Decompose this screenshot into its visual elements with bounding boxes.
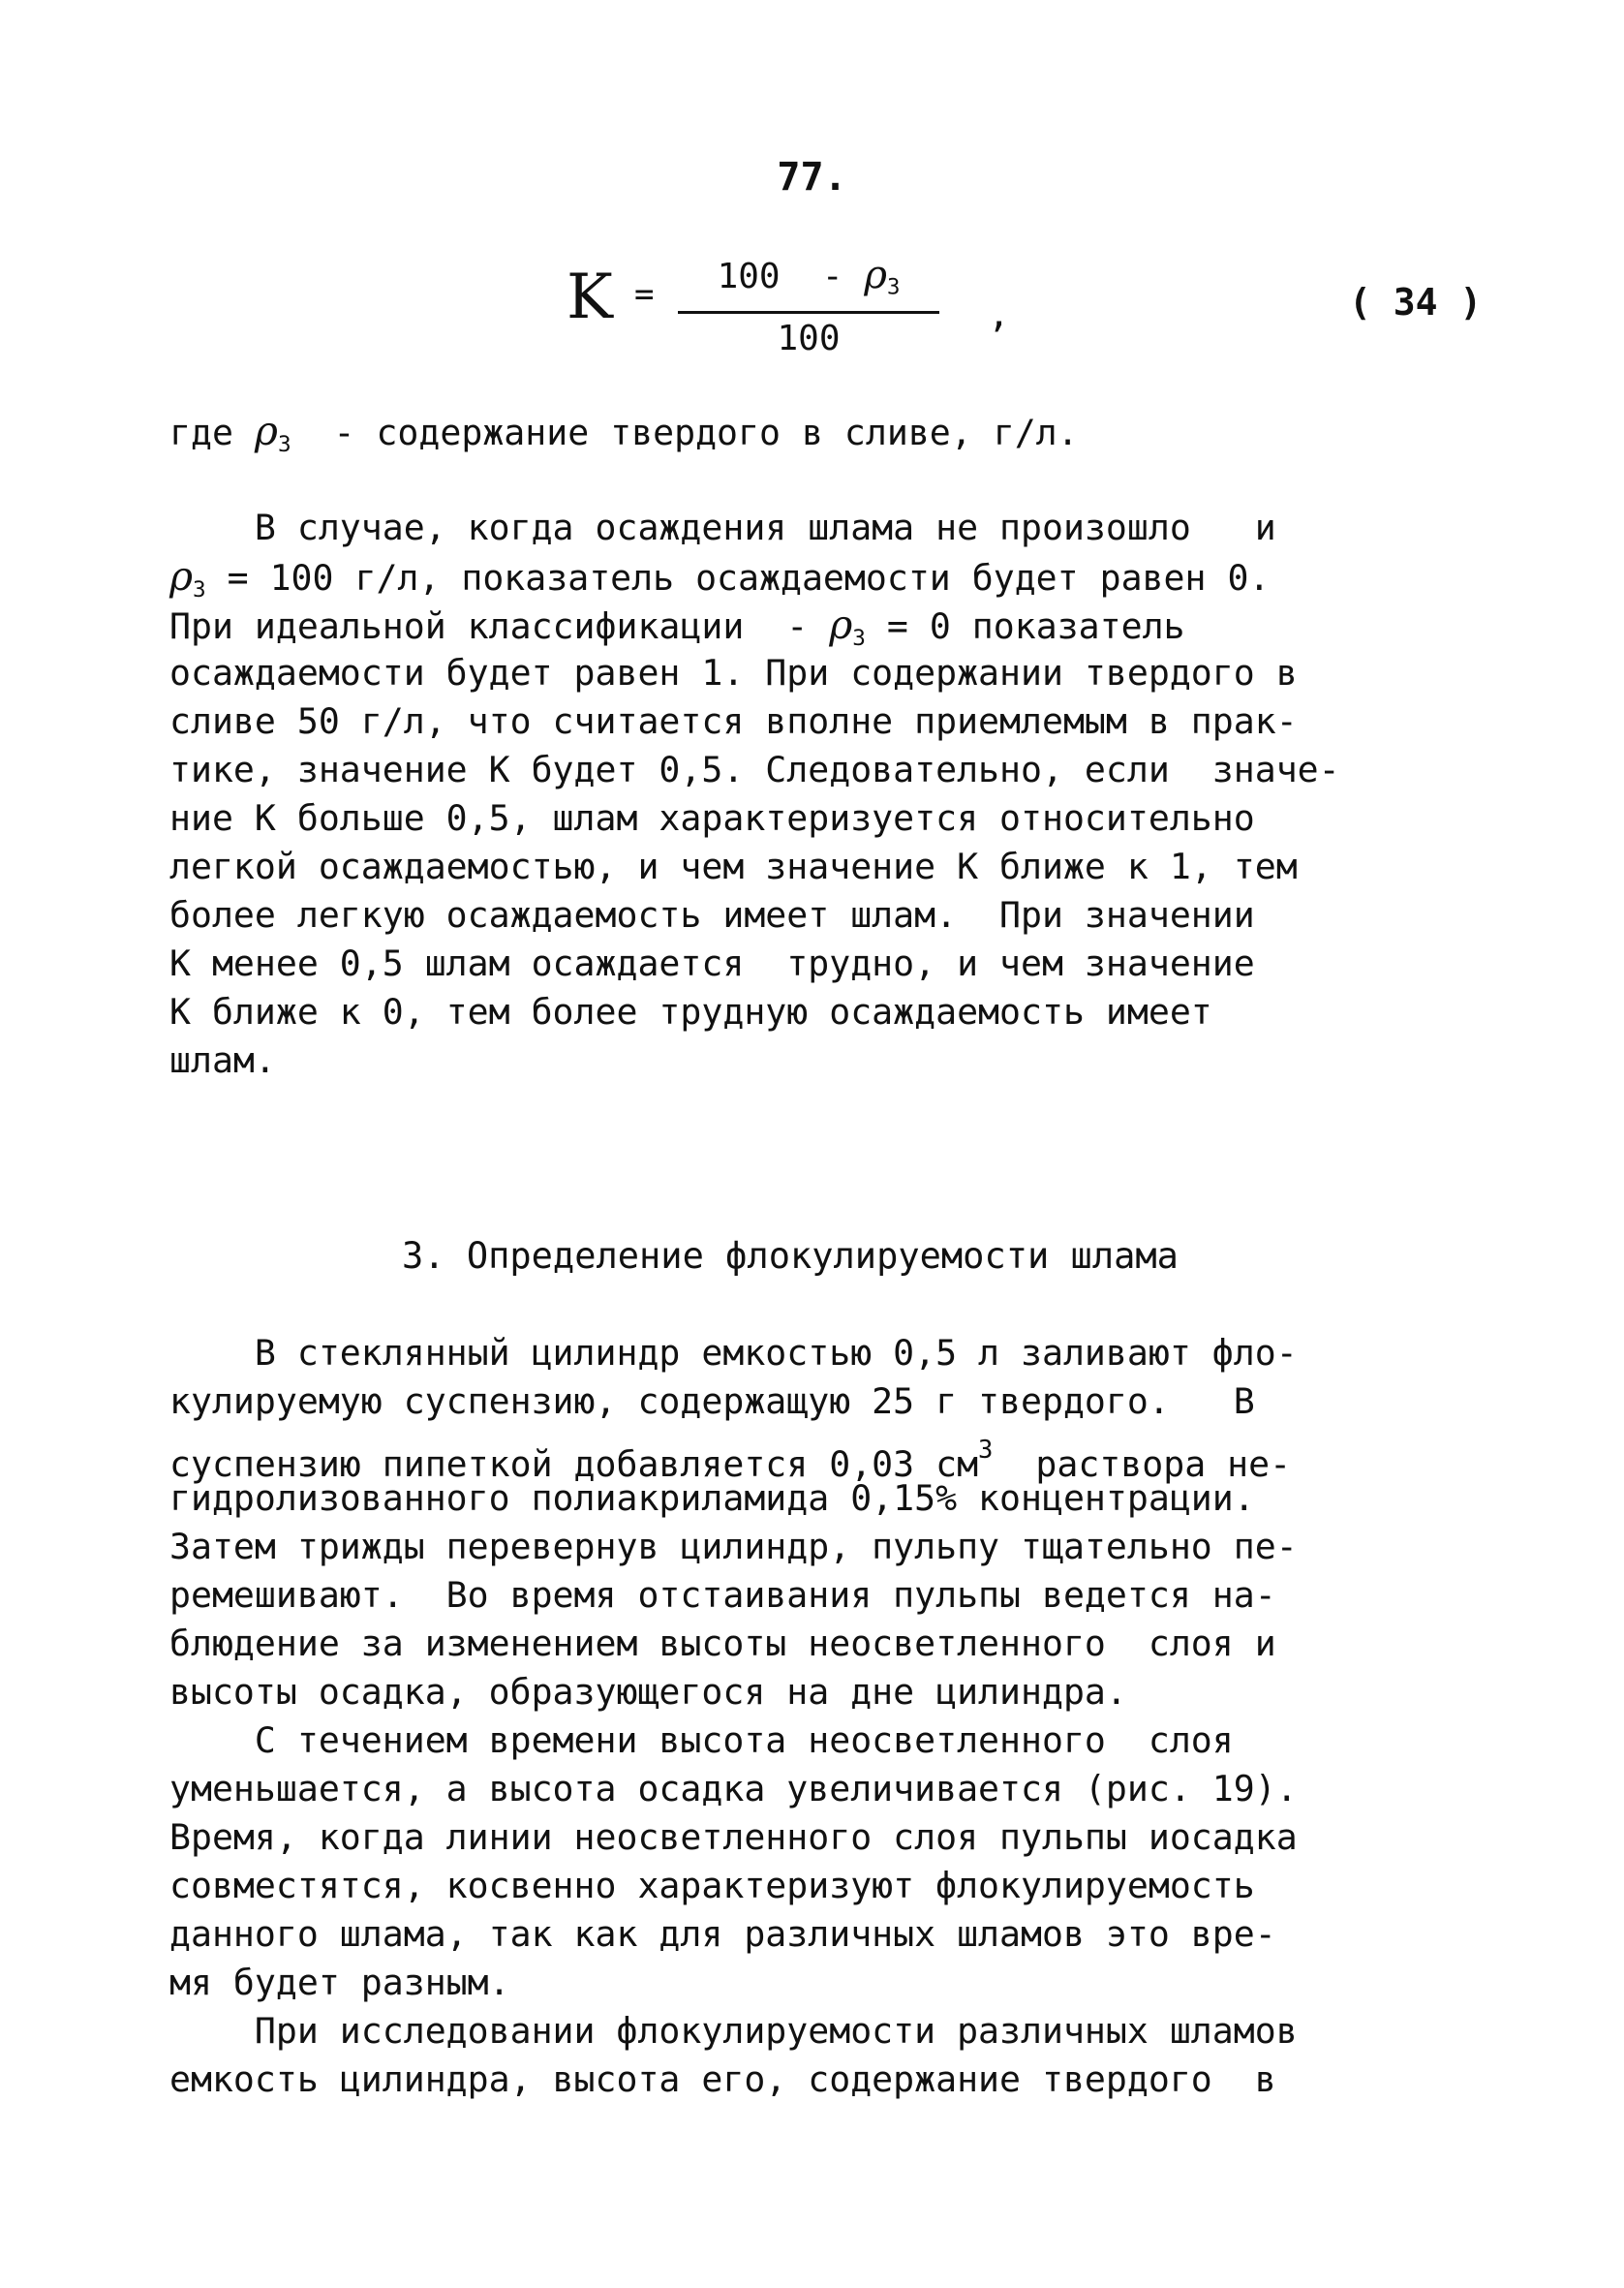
para2-line-8: высоты осадка, образующегося на дне цилиндра. <box>169 1671 1127 1713</box>
para3-line-4: совместятся, косвенно характеризуют флокулируемость <box>169 1865 1255 1906</box>
formula-comma: , <box>988 293 1010 335</box>
fraction-bar <box>678 311 939 314</box>
para1-line-7: ние К больше 0,5, шлам характеризуется относительно <box>169 797 1255 839</box>
numerator-text: 100 - <box>717 257 843 296</box>
rho-subscript: 3 <box>887 274 901 300</box>
formula-denominator: 100 <box>777 318 841 358</box>
para4-line-2: емкость цилиндра, высота его, содержание твердого в <box>169 2058 1276 2100</box>
para3-line-3: Время, когда линии неосветленного слоя пульпы иосадка <box>169 1816 1298 1858</box>
formula-numerator <box>678 254 939 309</box>
para1-line-5: сливе 50 г/л, что считается вполне приемлемым в прак- <box>169 700 1298 742</box>
para3-line-5: данного шлама, так как для различных шламов это вре- <box>169 1913 1276 1955</box>
para3-line-1: С течением времени высота неосветленного слоя <box>169 1719 1234 1761</box>
formula-lhs: K <box>567 262 613 333</box>
para2-line-2: кулируемую суспензию, содержащую 25 г твердого. В <box>169 1380 1255 1422</box>
formula-fraction <box>678 254 939 360</box>
para2-line-6: ремешивают. Во время отстаивания пульпы ведется на- <box>169 1574 1276 1616</box>
para4-line-1: При исследовании флокулируемости различных шламов <box>169 2010 1298 2052</box>
para1-line-9: более легкую осаждаемость имеет шлам. При значении <box>169 894 1255 936</box>
page-number: 77. <box>777 155 847 200</box>
formula-34 <box>567 254 1535 360</box>
para3-line-2: уменьшается, а высота осадка увеличивается (рис. 19). <box>169 1768 1298 1809</box>
rho-subscript: 3 <box>193 576 206 603</box>
section-heading: 3. Определение флокулируемости шлама <box>402 1235 1179 1277</box>
para2-line-1: В стеклянный цилиндр емкостью 0,5 л заливают фло- <box>169 1332 1298 1374</box>
para1-line-6: тике, значение К будет 0,5. Следовательно, если значе- <box>169 749 1340 790</box>
superscript: 3 <box>978 1436 994 1465</box>
para1-line-3-b: = 0 показатель <box>865 605 1185 647</box>
para1-line-10: К менее 0,5 шлам осаждается трудно, и чем значение <box>169 943 1255 984</box>
para3-line-6: мя будет разным. <box>169 1962 510 2003</box>
definition-prefix: где <box>169 412 255 453</box>
formula-equals: = <box>634 275 655 314</box>
para2-line-3-a: суспензию пипеткой добавляется 0,03 см <box>169 1443 979 1486</box>
rho-symbol: ρ <box>864 252 887 297</box>
para2-line-7: блюдение за изменением высоты неосветленного слоя и <box>169 1623 1276 1664</box>
para2-line-5: Затем трижды перевернув цилиндр, пульпу тщательно пе- <box>169 1526 1298 1567</box>
rho-symbol: ρ <box>829 602 853 648</box>
para1-line-11: К ближе к 0, тем более трудную осаждаемость имеет <box>169 991 1212 1033</box>
definition-line <box>169 407 1079 469</box>
para1-line-12: шлам. <box>169 1039 276 1081</box>
para1-line-8: легкой осаждаемостью, и чем значение К ближе к 1, тем <box>169 846 1298 887</box>
para1-line-3-a: При идеальной классификации - <box>169 605 830 647</box>
equation-number: ( 34 ) <box>1349 281 1483 324</box>
para1-line-1: В случае, когда осаждения шлама не произошло и <box>169 507 1276 548</box>
para1-line-4: осаждаемости будет равен 1. При содержании твердого в <box>169 652 1298 694</box>
rho-symbol: ρ <box>254 408 278 454</box>
rho-symbol: ρ <box>169 553 194 600</box>
definition-suffix: - содержание твердого в сливе, г/л. <box>291 412 1079 453</box>
rho-subscript: 3 <box>277 431 291 457</box>
para2-line-3-b: раствора не- <box>993 1443 1292 1486</box>
para2-line-4: гидролизованного полиакриламида 0,15% концентрации. <box>169 1477 1255 1519</box>
rho-subscript: 3 <box>852 625 866 651</box>
para1-line-2-text: = 100 г/л, показатель осаждаемости будет равен 0. <box>205 557 1271 599</box>
